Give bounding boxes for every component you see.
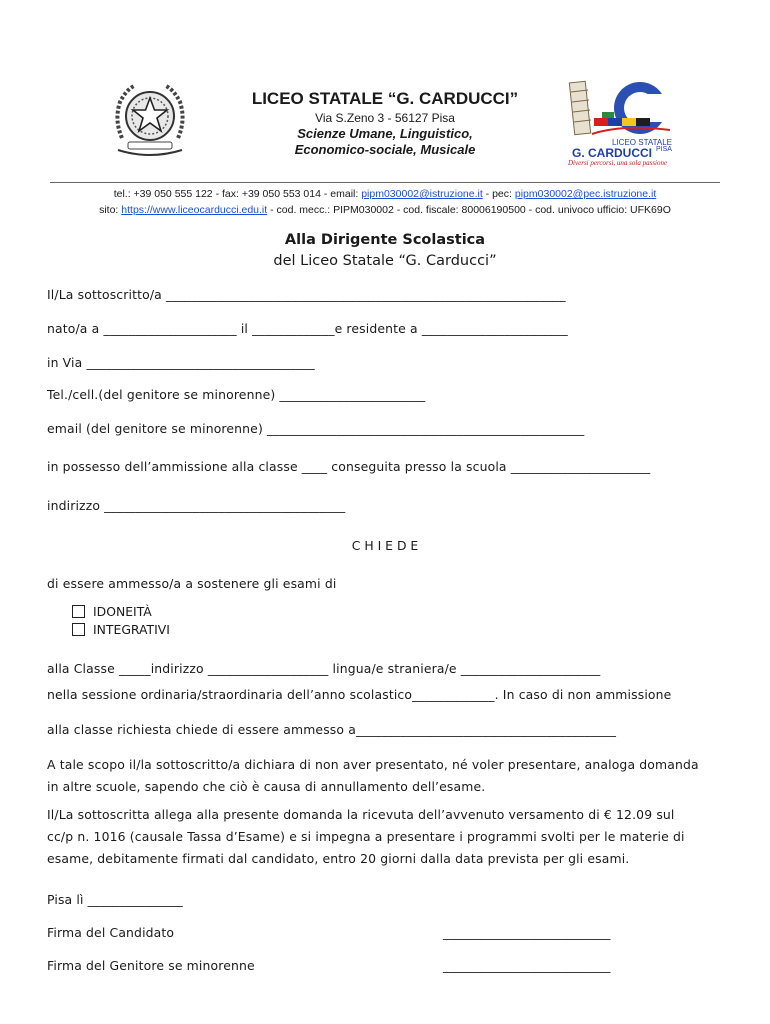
logo-text-carducci: G. CARDUCCI <box>572 146 652 160</box>
header-divider <box>50 182 720 183</box>
checkbox-idoneita[interactable] <box>72 605 85 618</box>
signature-candidate-line[interactable]: ___________________________ <box>443 925 611 940</box>
contact-line-2 <box>0 204 770 216</box>
contact-codes: - cod. mecc.: PIPM030002 - cod. fiscale: 80006190500 - cod. univoco ufficio: UFK69O <box>267 204 671 216</box>
school-subtitle-1: Scienze Umane, Linguistico, <box>297 126 473 141</box>
paragraph-1-line-1: A tale scopo il/la sottoscritto/a dichiara di non aver presentato, né voler presentare, analoga domanda <box>47 757 699 772</box>
exams-intro: di essere ammesso/a a sostenere gli esami di <box>47 576 337 591</box>
field-indirizzo[interactable]: indirizzo ______________________________________ <box>47 498 346 513</box>
paragraph-2-line-3: esame, debitamente firmati dal candidato, entro 20 giorni dalla data prevista per gli esami. <box>47 851 630 866</box>
field-ammissione-classe[interactable]: in possesso dell’ammissione alla classe ____ conseguita presso la scuola ______________________ <box>47 459 651 474</box>
label-idoneita: IDONEITÀ <box>93 604 152 619</box>
field-sottoscritto[interactable]: Il/La sottoscritto/a _______________________________________________________________ <box>47 287 566 302</box>
label-integrativi: INTEGRATIVI <box>93 622 170 637</box>
addressee-line-2: del Liceo Statale “G. Carducci” <box>273 253 497 269</box>
pec-link[interactable]: pipm030002@pec.istruzione.it <box>514 188 657 200</box>
field-classe-indirizzo-lingue[interactable]: alla Classe _____indirizzo ___________________ lingua/e straniera/e ______________________ <box>47 661 601 676</box>
field-telefono[interactable]: Tel./cell.(del genitore se minorenne) _______________________ <box>47 387 426 402</box>
addressee-line-1: Alla Dirigente Scolastica <box>284 232 486 248</box>
field-via[interactable]: in Via ____________________________________ <box>47 355 315 370</box>
field-luogo-data[interactable]: Pisa lì _______________ <box>47 892 183 907</box>
signature-parent-line[interactable]: ___________________________ <box>443 958 611 973</box>
school-subtitle-2: Economico-sociale, Musicale <box>294 142 476 157</box>
contact-pec-label: - pec: <box>482 188 515 200</box>
logo-text-pisa: PISA <box>656 146 672 153</box>
chiede-heading: C H I E D E <box>351 538 419 553</box>
paragraph-1-line-2: in altre scuole, sapendo che ciò è causa di annullamento dell’esame. <box>47 779 486 794</box>
logo-tagline: Diversi percorsi, una sola passione <box>568 159 668 167</box>
school-name: LICEO STATALE “G. CARDUCCI” <box>251 89 519 108</box>
email-link[interactable]: pipm030002@istruzione.it <box>361 188 483 200</box>
logo-text-liceo: LICEO STATALE <box>612 138 673 147</box>
paragraph-2-line-1: Il/La sottoscritta allega alla presente domanda la ricevuta dell’avvenuto versamento di € 12.09 sul <box>47 807 675 822</box>
field-classe-richiesta[interactable]: alla classe richiesta chiede di essere ammesso a_________________________________________ <box>47 722 617 737</box>
contact-line-1 <box>0 188 770 200</box>
field-sessione[interactable]: nella sessione ordinaria/straordinaria dell’anno scolastico_____________. In caso di non ammissione <box>47 687 672 702</box>
website-link[interactable]: https://www.liceocarducci.edu.it <box>121 204 268 216</box>
signature-candidate-label: Firma del Candidato <box>47 925 175 940</box>
paragraph-2-line-2: cc/p n. 1016 (causale Tassa d’Esame) e si impegna a presentare i programmi svolti per le materie di <box>47 829 685 844</box>
school-address: Via S.Zeno 3 - 56127 Pisa <box>315 111 455 125</box>
contact-site-label: sito: <box>99 204 122 216</box>
field-nato-residente[interactable]: nato/a a _____________________ il _____________e residente a _______________________ <box>47 321 568 336</box>
signature-parent-label: Firma del Genitore se minorenne <box>47 958 255 973</box>
field-email[interactable]: email (del genitore se minorenne) __________________________________________________ <box>47 421 585 436</box>
contact-tel-fax: tel.: +39 050 555 122 - fax: +39 050 553 014 - email: <box>113 188 362 200</box>
checkbox-integrativi[interactable] <box>72 623 85 636</box>
